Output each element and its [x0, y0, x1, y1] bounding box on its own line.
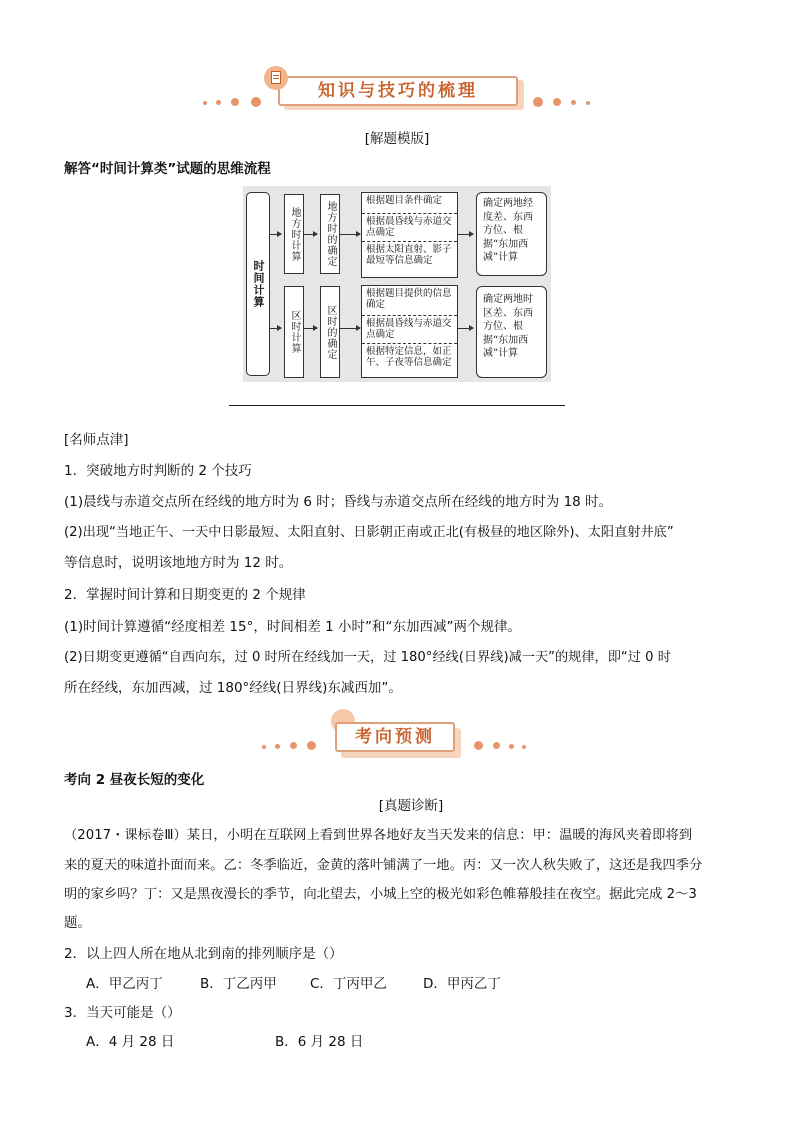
decor-dot: [231, 98, 239, 106]
banner-title: 考向预测: [335, 722, 455, 752]
decor-dot: [493, 742, 500, 749]
point-line: 1．突破地方时判断的 2 个技巧: [64, 463, 252, 479]
root-box: 时间计算: [246, 192, 270, 376]
decor-dot: [571, 100, 576, 105]
arrow: [270, 328, 281, 329]
passage-line: 明的家乡吗？丁：又是黑夜漫长的季节，向北望去，小城上空的极光如彩色帷幕般挂在夜空。据此完成 2～3: [64, 887, 697, 902]
divider: [229, 405, 565, 406]
decor-dot: [307, 741, 316, 750]
decor-dot: [509, 744, 514, 749]
arrow: [458, 328, 473, 329]
q2-option-a[interactable]: A．甲乙丙丁: [86, 976, 163, 992]
method-item: 根据题目条件确定: [366, 195, 443, 206]
diagnosis-label: [真题诊断]: [378, 798, 444, 814]
point-line: (2)出现“当地正午、一天中日影最短、太阳直射、日影朝正南或正北(有极昼的地区除外)、太阳直射井底”: [64, 525, 674, 540]
bottom-methods-box: [361, 285, 458, 378]
q3-option-a[interactable]: A．4 月 28 日: [86, 1034, 175, 1050]
banner-title: 知识与技巧的梳理: [278, 76, 518, 106]
point-line: (2)日期变更遵循“自西向东，过 0 时所在经线加一天，过 180°经线(日界线)减一天”的规律，即“过 0 时: [64, 650, 671, 665]
q2-option-b[interactable]: B．丁乙丙甲: [200, 976, 277, 992]
arrow: [458, 234, 473, 235]
bottom-result-box: 确定两地时区差、东西方位、根据“东加西减”计算: [476, 286, 547, 378]
document-icon: [264, 66, 288, 90]
top-step2-box: 地方时的确定: [320, 194, 340, 274]
method-item: 根据题目提供的信息确定: [366, 288, 452, 310]
q2-option-d[interactable]: D．甲丙乙丁: [423, 976, 501, 992]
flow-diagram: [243, 186, 551, 382]
passage-line: 题。: [64, 915, 91, 931]
arrow: [304, 328, 317, 329]
arrow: [270, 234, 281, 235]
arrow: [340, 234, 360, 235]
question-3-stem: 3．当天可能是（）: [64, 1005, 181, 1021]
arrow: [340, 328, 360, 329]
arrow: [304, 234, 317, 235]
decor-dot: [533, 97, 543, 107]
teacher-label: [名师点津]: [64, 432, 129, 448]
q2-option-c[interactable]: C．丁丙甲乙: [310, 976, 387, 992]
method-item: 根据晨昏线与赤道交点确定: [362, 315, 457, 343]
decor-dot: [553, 98, 561, 106]
point-line: (1)时间计算遵循“经度相差 15°，时间相差 1 小时”和“东加西减”两个规律。: [64, 619, 521, 635]
decor-dot: [290, 742, 297, 749]
point-line: 所在经线，东加西减，过 180°经线(日界线)东减西加”。: [64, 680, 402, 696]
decor-dot: [251, 97, 261, 107]
topic-title: 考向 2 昼夜长短的变化: [64, 772, 205, 788]
decor-dot: [203, 101, 207, 105]
method-item: 根据特定信息，如正午、子夜等信息确定: [362, 343, 457, 377]
method-item: 根据太阳直射、影子最短等信息确定: [362, 241, 457, 277]
decor-dot: [262, 745, 266, 749]
bottom-step2-box: 区时的确定: [320, 286, 340, 378]
decor-dot: [522, 745, 526, 749]
point-line: (1)晨线与赤道交点所在经线的地方时为 6 时；昏线与赤道交点所在经线的地方时为 18 时。: [64, 494, 613, 510]
top-result-box: 确定两地经度差、东西方位、根据“东加西减”计算: [476, 192, 547, 276]
decor-dot: [474, 741, 483, 750]
decor-dot: [216, 100, 221, 105]
top-step1-box: 地方时计算: [284, 194, 304, 274]
point-line: 2．掌握时间计算和日期变更的 2 个规律: [64, 587, 306, 603]
q3-option-b[interactable]: B．6 月 28 日: [275, 1034, 364, 1050]
bottom-step1-box: 区时计算: [284, 286, 304, 378]
decor-dot: [586, 101, 590, 105]
passage-line: （2017・课标卷Ⅲ）某日，小明在互联网上看到世界各地好友当天发来的信息：甲：温暖的海风夹着即将到: [64, 828, 693, 843]
passage-line: 来的夏天的味道扑面而来。乙：冬季临近，金黄的落叶铺满了一地。丙：又一次人秋失败了，这还是我四季分: [64, 858, 703, 873]
question-2-stem: 2．以上四人所在地从北到南的排列顺序是（）: [64, 946, 343, 962]
template-label: [解题模版]: [364, 131, 430, 147]
method-item: 根据晨昏线与赤道交点确定: [362, 213, 457, 241]
top-methods-box: [361, 192, 458, 278]
decor-dot: [275, 744, 280, 749]
point-line: 等信息时，说明该地地方时为 12 时。: [64, 555, 293, 571]
flow-title: 解答“时间计算类”试题的思维流程: [64, 161, 271, 177]
